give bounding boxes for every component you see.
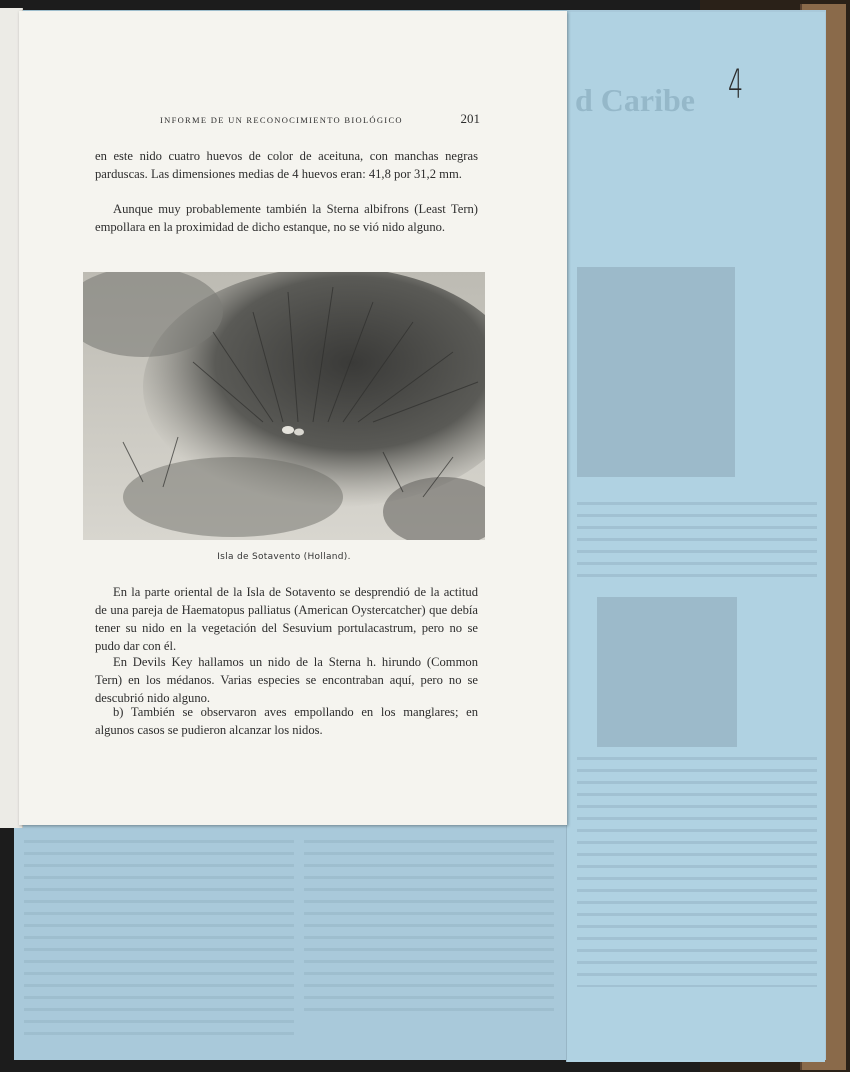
handwritten-page-number: 4 (728, 62, 744, 108)
page-number: 201 (460, 111, 480, 126)
figure-caption: Isla de Sotavento (Holland). (217, 552, 351, 562)
grass-dune-photo (83, 272, 485, 540)
blue-overlapping-page: d Caribe (566, 12, 825, 1062)
running-title: INFORME DE UN RECONOCIMIENTO BIOLÓGICO (160, 115, 403, 125)
figure-photo (83, 272, 485, 540)
paragraph-4: En Devils Key hallamos un nido de la Sterna h. hirundo (Common Tern) en los médanos. Varias especies se encontraban aquí, pero no se descubrió nido alguno. (95, 655, 478, 705)
paragraph-3: En la parte oriental de la Isla de Sotavento se desprendió de la actitud de una pareja de Haematopus palliatus (American Oystercatcher) que debía tener su nido en la vegetación del Sesuvium portulacastrum, pero no se pudo dar con él. (95, 585, 478, 653)
paragraph-5: b) También se observaron aves empollando en los manglares; en algunos casos se pudieron alcanzar los nidos. (95, 705, 478, 737)
paragraph-2: Aunque muy probablemente también la Sterna albifrons (Least Tern) empollara en la proximidad de dicho estanque, no se vió nido alguno. (95, 202, 478, 234)
running-header (160, 111, 480, 127)
paragraph-1: en este nido cuatro huevos de color de aceituna, con manchas negras parduscas. Las dimensiones medias de 4 huevos eran: 41,8 por 31,2 mm. (95, 149, 478, 181)
